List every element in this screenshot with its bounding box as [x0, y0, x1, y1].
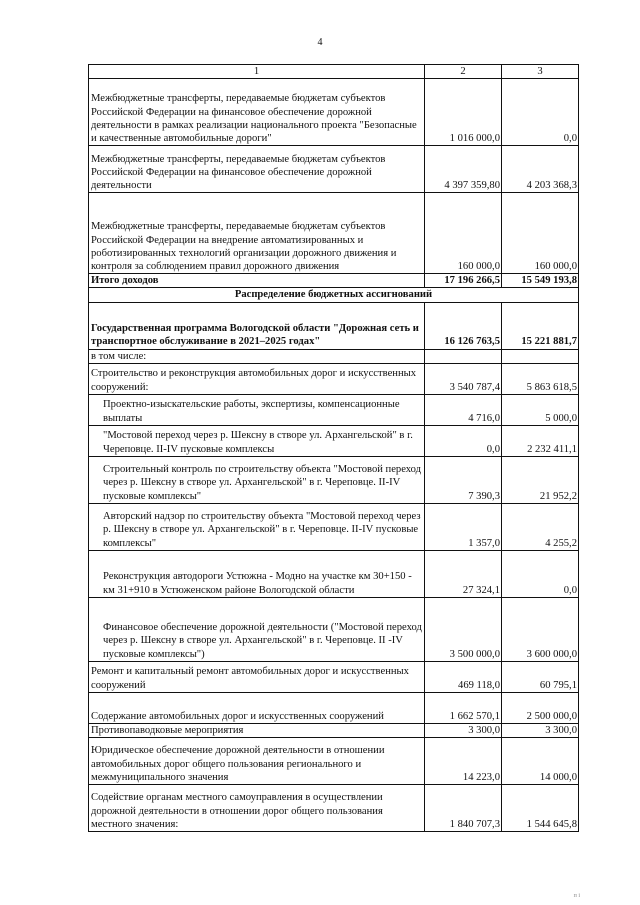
table-row [89, 363, 579, 394]
table-row [89, 503, 579, 550]
table-row [89, 785, 579, 832]
row-value-col-2: 7 390,3 [425, 456, 502, 503]
row-value-col-2: 160 000,0 [425, 193, 502, 274]
header-col-2: 2 [425, 65, 502, 79]
row-value-col-3: 15 221 881,7 [502, 302, 579, 349]
footer-mark: п і [573, 893, 580, 899]
table-row [89, 349, 579, 363]
row-value-col-3: 1 544 645,8 [502, 785, 579, 832]
table-row [89, 79, 579, 146]
table-row [89, 661, 579, 692]
row-description: Межбюджетные трансферты, передаваемые бюджетам субъектов Российской Федерации на финансовое обеспечение дорожной деятельности [89, 146, 425, 193]
row-value-col-2: 14 223,0 [425, 738, 502, 785]
row-description: Итого доходов [89, 274, 425, 288]
table-row [89, 193, 579, 274]
budget-table [88, 64, 579, 832]
row-value-col-2: 1 016 000,0 [425, 79, 502, 146]
header-col-3: 3 [502, 65, 579, 79]
row-description: Реконструкция автодороги Устюжна - Модно на участке км 30+150 - км 31+910 в Устюженском районе Вологодской области [89, 550, 425, 597]
row-value-col-3: 5 000,0 [502, 394, 579, 425]
row-value-col-3: 21 952,2 [502, 456, 579, 503]
row-description: Государственная программа Вологодской области "Дорожная сеть и транспортное обслуживание в 2021–2025 годах" [89, 302, 425, 349]
row-value-col-2: 0,0 [425, 425, 502, 456]
row-description: Противопаводковые мероприятия [89, 723, 425, 737]
row-value-col-3: 3 600 000,0 [502, 597, 579, 661]
row-value-col-2: 17 196 266,5 [425, 274, 502, 288]
table-row [89, 146, 579, 193]
row-value-col-2: 4 397 359,80 [425, 146, 502, 193]
row-value-col-2: 27 324,1 [425, 550, 502, 597]
row-description: Межбюджетные трансферты, передаваемые бюджетам субъектов Российской Федерации на внедрение автоматизированных и роботизированных технологий организации дорожного движения и контроля за соблюдением правил дорожного движения [89, 193, 425, 274]
table-row [89, 738, 579, 785]
row-value-col-3: 60 795,1 [502, 661, 579, 692]
row-value-col-2: 3 500 000,0 [425, 597, 502, 661]
row-description: Юридическое обеспечение дорожной деятельности в отношении автомобильных дорог общего пользования регионального и межмуниципального значения [89, 738, 425, 785]
table-row [89, 288, 579, 302]
row-description: Финансовое обеспечение дорожной деятельности ("Мостовой переход через р. Шексну в створе ул. Архангельской" в г. Череповце. II -IV пусковые комплексы") [89, 597, 425, 661]
table-row [89, 597, 579, 661]
row-description: Авторский надзор по строительству объекта "Мостовой переход через р. Шексну в створе ул. Архангельской" в г. Череповце. II-IV пусковые комплексы" [89, 503, 425, 550]
row-value-col-2: 469 118,0 [425, 661, 502, 692]
table-row [89, 425, 579, 456]
table-row [89, 394, 579, 425]
row-value-col-3: 2 500 000,0 [502, 692, 579, 723]
row-description: "Мостовой переход через р. Шексну в створе ул. Архангельской" в г. Череповце. II-IV пусковые комплексы [89, 425, 425, 456]
row-value-col-3: 0,0 [502, 550, 579, 597]
row-description: Строительство и реконструкция автомобильных дорог и искусственных сооружений: [89, 363, 425, 394]
row-value-col-2: 4 716,0 [425, 394, 502, 425]
row-description: Содержание автомобильных дорог и искусственных сооружений [89, 692, 425, 723]
row-value-col-2: 1 357,0 [425, 503, 502, 550]
row-value-col-3: 160 000,0 [502, 193, 579, 274]
table-row [89, 692, 579, 723]
row-value-col-3: 15 549 193,8 [502, 274, 579, 288]
row-value-col-3: 14 000,0 [502, 738, 579, 785]
row-description: Ремонт и капитальный ремонт автомобильных дорог и искусственных сооружений [89, 661, 425, 692]
row-value-col-3: 5 863 618,5 [502, 363, 579, 394]
table-row [89, 550, 579, 597]
table-row [89, 456, 579, 503]
row-value-col-2: 3 300,0 [425, 723, 502, 737]
table-row [89, 302, 579, 349]
row-value-col-3: 3 300,0 [502, 723, 579, 737]
row-description: в том числе: [89, 349, 425, 363]
row-value-col-2: 1 662 570,1 [425, 692, 502, 723]
header-row [89, 65, 579, 79]
row-value-col-2: 1 840 707,3 [425, 785, 502, 832]
row-value-col-2: 16 126 763,5 [425, 302, 502, 349]
row-value-col-3: 0,0 [502, 79, 579, 146]
table-row [89, 274, 579, 288]
row-value-col-3: 4 255,2 [502, 503, 579, 550]
row-description: Распределение бюджетных ассигнований [89, 288, 579, 302]
row-description: Проектно-изыскательские работы, экспертизы, компенсационные выплаты [89, 394, 425, 425]
table-row [89, 723, 579, 737]
header-col-1: 1 [89, 65, 425, 79]
row-description: Содействие органам местного самоуправления в осуществлении дорожной деятельности в отношении дорог общего пользования местного значения: [89, 785, 425, 832]
row-description: Межбюджетные трансферты, передаваемые бюджетам субъектов Российской Федерации на финансовое обеспечение дорожной деятельности в рамках реализации национального проекта "Безопасные и качественные автомобильные дороги" [89, 79, 425, 146]
page-number: 4 [317, 37, 323, 48]
row-value-col-3: 2 232 411,1 [502, 425, 579, 456]
row-description: Строительный контроль по строительству объекта "Мостовой переход через р. Шексну в створе ул. Архангельской" в г. Череповце. II-IV пусковые комплексы" [89, 456, 425, 503]
row-value-col-3: 4 203 368,3 [502, 146, 579, 193]
row-value-col-3 [502, 349, 579, 363]
row-value-col-2: 3 540 787,4 [425, 363, 502, 394]
row-value-col-2 [425, 349, 502, 363]
